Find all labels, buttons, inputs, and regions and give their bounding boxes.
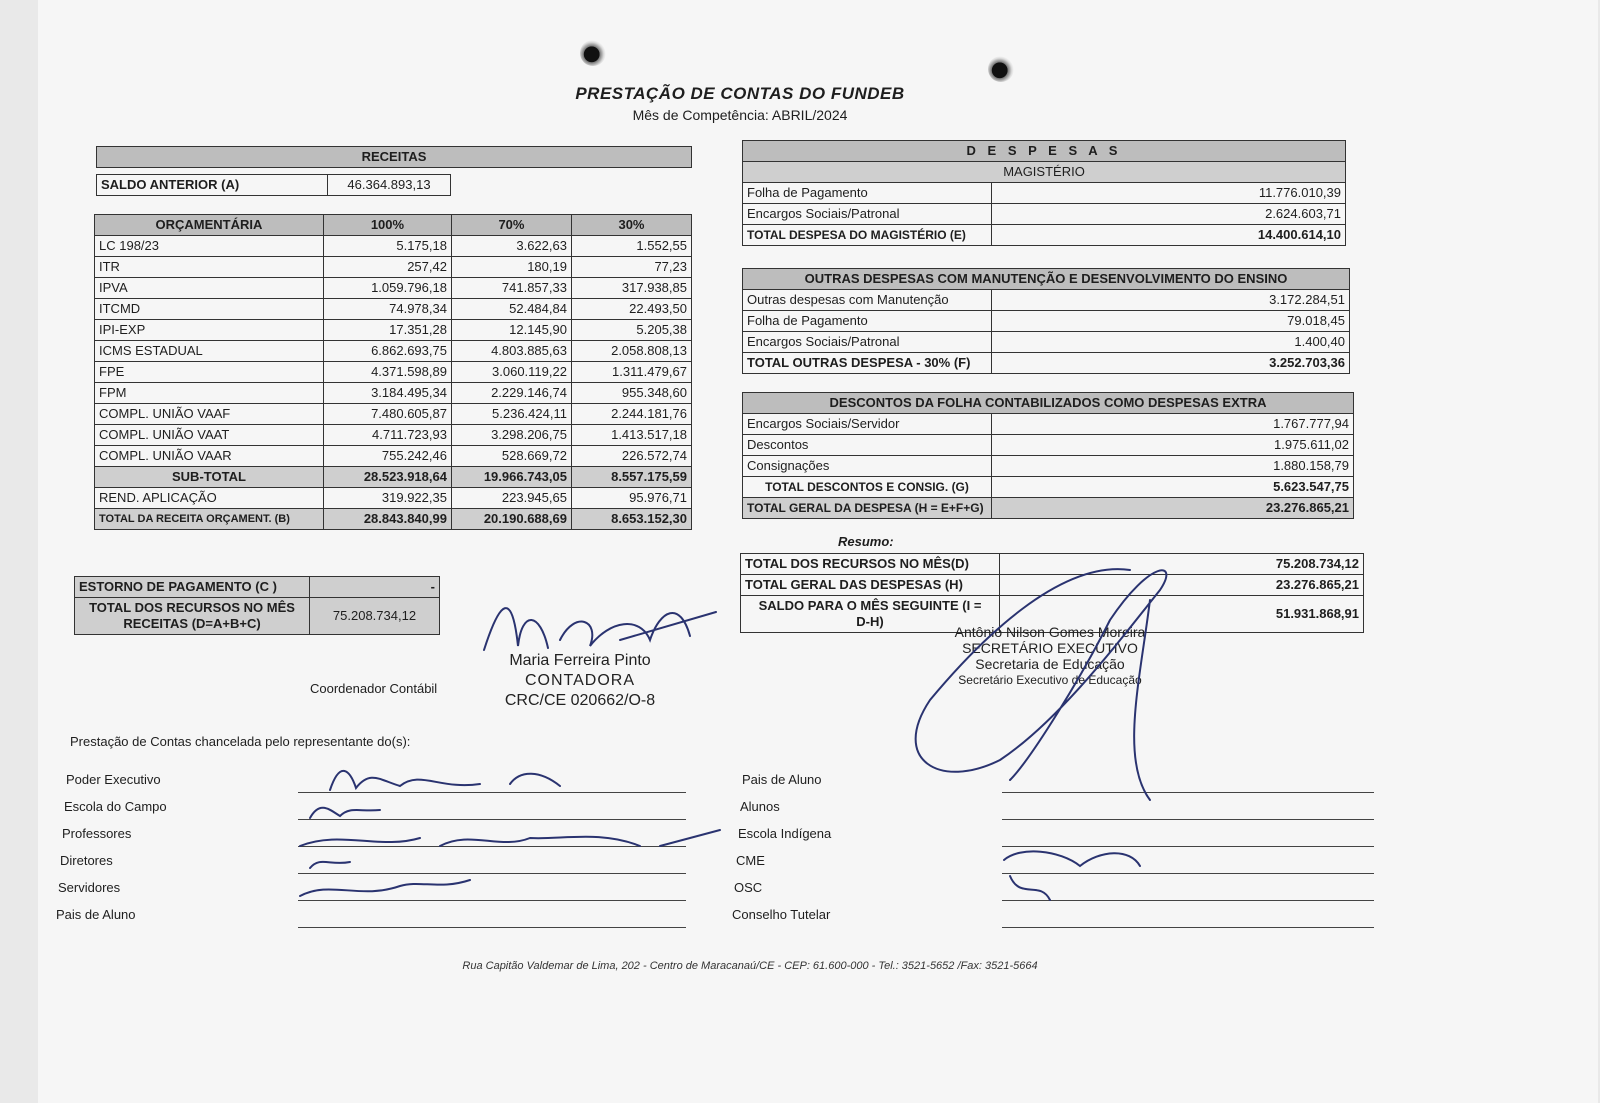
row-label: ITR	[95, 257, 324, 278]
row-value: 1.975.611,02	[992, 435, 1354, 456]
row-label: TOTAL GERAL DAS DESPESAS (H)	[741, 575, 1000, 596]
receitas-header-table	[96, 146, 692, 168]
row-label: Encargos Sociais/Patronal	[743, 332, 992, 353]
table-row	[95, 299, 692, 320]
estorno-value: -	[310, 577, 440, 598]
signature-line	[1002, 873, 1374, 874]
row-label: LC 198/23	[95, 236, 324, 257]
row-label: Encargos Sociais/Patronal	[743, 204, 992, 225]
magisterio-title: MAGISTÉRIO	[743, 162, 1346, 183]
footer-address: Rua Capitão Valdemar de Lima, 202 - Centro de Maracanaú/CE - CEP: 61.600-000 - Tel.: 3521-5652 /Fax: 3521-5664	[462, 960, 1038, 972]
row-label: COMPL. UNIÃO VAAF	[95, 404, 324, 425]
document-title: PRESTAÇÃO DE CONTAS DO FUNDEB	[575, 84, 905, 103]
chancela-item: CME	[736, 853, 765, 868]
chancela-item: OSC	[734, 880, 763, 895]
saldo-anterior-label: SALDO ANTERIOR (A)	[97, 175, 328, 196]
total-magisterio-label: TOTAL DESPESA DO MAGISTÉRIO (E)	[743, 225, 992, 246]
row-label: Consignações	[743, 456, 992, 477]
saldo-label-line: SALDO PARA O MÊS SEGUINTE (I =	[758, 598, 982, 613]
descontos-table	[742, 392, 1354, 519]
resumo-table	[740, 553, 1364, 633]
row-value: 2.624.603,71	[992, 204, 1346, 225]
signature-line	[298, 873, 686, 874]
saldo-anterior-table	[96, 174, 451, 196]
row-value: 2.058.808,13	[571, 341, 691, 362]
table-row	[95, 278, 692, 299]
signature-line	[1002, 819, 1374, 820]
row-value: 1.400,40	[992, 332, 1350, 353]
row-label: COMPL. UNIÃO VAAR	[95, 446, 324, 467]
column-header: 100%	[323, 215, 451, 236]
row-value: 52.484,84	[451, 299, 571, 320]
row-label: FPM	[95, 383, 324, 404]
subtotal-value: 28.523.918,64	[323, 467, 451, 488]
signature-line	[298, 846, 686, 847]
outras-despesas-title: OUTRAS DESPESAS COM MANUTENÇÃO E DESENVOLVIMENTO DO ENSINO	[743, 269, 1350, 290]
table-row	[743, 183, 1346, 204]
table-row	[743, 414, 1354, 435]
table-row	[743, 332, 1350, 353]
row-value: 3.172.284,51	[992, 290, 1350, 311]
subtotal-value: 8.557.175,59	[571, 467, 691, 488]
row-value: 75.208.734,12	[1000, 554, 1364, 575]
row-label: IPI-EXP	[95, 320, 324, 341]
secretario-role: SECRETÁRIO EXECUTIVO	[962, 640, 1138, 656]
row-label: COMPL. UNIÃO VAAT	[95, 425, 324, 446]
row-value: 5.205,38	[571, 320, 691, 341]
row-value: 1.311.479,67	[571, 362, 691, 383]
rend-value: 319.922,35	[323, 488, 451, 509]
row-value: 3.184.495,34	[323, 383, 451, 404]
resumo-title: Resumo:	[838, 534, 894, 549]
total-recursos-label-line: TOTAL DOS RECURSOS NO MÊS	[89, 600, 295, 615]
row-value: 22.493,50	[571, 299, 691, 320]
descontos-title: DESCONTOS DA FOLHA CONTABILIZADOS COMO DESPESAS EXTRA	[743, 393, 1354, 414]
table-row	[743, 204, 1346, 225]
document-subtitle: Mês de Competência: ABRIL/2024	[632, 107, 848, 123]
saldo-label-line: D-H)	[856, 614, 884, 629]
total-geral-despesa-label: TOTAL GERAL DA DESPESA (H = E+F+G)	[743, 498, 992, 519]
total-outras-label: TOTAL OUTRAS DESPESA - 30% (F)	[743, 353, 992, 374]
outras-despesas-table	[742, 268, 1350, 374]
table-row	[95, 446, 692, 467]
row-value: 17.351,28	[323, 320, 451, 341]
row-value: 5.175,18	[323, 236, 451, 257]
chancela-item: Servidores	[58, 880, 121, 895]
total-recursos-label-line: RECEITAS (D=A+B+C)	[123, 616, 261, 631]
column-header: 30%	[571, 215, 691, 236]
total-descontos-value: 5.623.547,75	[992, 477, 1354, 498]
row-label: IPVA	[95, 278, 324, 299]
punch-hole-icon	[580, 40, 606, 66]
row-label: TOTAL DOS RECURSOS NO MÊS(D)	[741, 554, 1000, 575]
row-value: 755.242,46	[323, 446, 451, 467]
table-row	[743, 311, 1350, 332]
column-header: 70%	[451, 215, 571, 236]
coordenador-label: Coordenador Contábil	[310, 681, 438, 696]
rend-value: 95.976,71	[571, 488, 691, 509]
chancela-item: Escola do Campo	[64, 799, 167, 814]
row-value: 74.978,34	[323, 299, 451, 320]
table-row	[95, 383, 692, 404]
subtotal-label: SUB-TOTAL	[95, 467, 324, 488]
punch-hole-icon	[988, 56, 1014, 82]
row-value: 3.622,63	[451, 236, 571, 257]
subtotal-value: 19.966.743,05	[451, 467, 571, 488]
contadora-crc: CRC/CE 020662/O-8	[504, 692, 656, 709]
secretario-stamp	[930, 624, 1170, 688]
chancela-item: Pais de Aluno	[56, 907, 136, 922]
table-row	[95, 425, 692, 446]
saldo-anterior-value: 46.364.893,13	[328, 175, 451, 196]
chancela-intro: Prestação de Contas chancelada pelo representante do(s):	[70, 734, 411, 749]
signature-line	[298, 900, 686, 901]
row-value: 180,19	[451, 257, 571, 278]
signature-line	[298, 792, 686, 793]
chancela-item: Alunos	[740, 799, 780, 814]
row-value: 257,42	[323, 257, 451, 278]
table-row	[741, 554, 1364, 575]
row-label: FPE	[95, 362, 324, 383]
secretario-org: Secretaria de Educação	[975, 656, 1125, 672]
total-receita-label: TOTAL DA RECEITA ORÇAMENT. (B)	[95, 509, 324, 530]
row-value: 2.244.181,76	[571, 404, 691, 425]
table-row	[95, 320, 692, 341]
row-value: 11.776.010,39	[992, 183, 1346, 204]
table-row	[743, 435, 1354, 456]
rend-label: REND. APLICAÇÃO	[95, 488, 324, 509]
chancela-item: Pais de Aluno	[742, 772, 822, 787]
chancela-item: Poder Executivo	[66, 772, 161, 787]
row-value: 77,23	[571, 257, 691, 278]
row-value: 4.371.598,89	[323, 362, 451, 383]
total-receita-value: 20.190.688,69	[451, 509, 571, 530]
row-value: 3.298.206,75	[451, 425, 571, 446]
total-receita-value: 8.653.152,30	[571, 509, 691, 530]
chancela-item: Conselho Tutelar	[732, 907, 831, 922]
row-value: 1.880.158,79	[992, 456, 1354, 477]
row-value: 528.669,72	[451, 446, 571, 467]
table-row	[95, 341, 692, 362]
estorno-label: ESTORNO DE PAGAMENTO (C )	[75, 577, 310, 598]
magisterio-table	[742, 140, 1346, 246]
row-value: 1.413.517,18	[571, 425, 691, 446]
row-value: 4.803.885,63	[451, 341, 571, 362]
table-row	[741, 575, 1364, 596]
row-label: ITCMD	[95, 299, 324, 320]
chancela-item: Diretores	[60, 853, 113, 868]
row-label: Folha de Pagamento	[743, 311, 992, 332]
contadora-stamp	[470, 652, 690, 709]
row-value: 23.276.865,21	[1000, 575, 1364, 596]
saldo-mes-seguinte-value: 51.931.868,91	[1000, 596, 1364, 633]
row-value: 317.938,85	[571, 278, 691, 299]
table-row	[95, 404, 692, 425]
row-value: 226.572,74	[571, 446, 691, 467]
signature-line	[1002, 927, 1374, 928]
row-value: 741.857,33	[451, 278, 571, 299]
contadora-name: Maria Ferreira Pinto	[509, 652, 651, 669]
total-outras-value: 3.252.703,36	[992, 353, 1350, 374]
secretario-caption: Secretário Executivo de Educação	[958, 673, 1142, 687]
secretario-name: Antônio Nilson Gomes Moreira	[954, 624, 1146, 640]
row-value: 2.229.146,74	[451, 383, 571, 404]
table-row	[743, 290, 1350, 311]
contadora-role: CONTADORA	[524, 672, 636, 689]
row-value: 12.145,90	[451, 320, 571, 341]
row-value: 79.018,45	[992, 311, 1350, 332]
row-value: 4.711.723,93	[323, 425, 451, 446]
signature-line	[298, 927, 686, 928]
row-value: 1.059.796,18	[323, 278, 451, 299]
signature-line	[1002, 792, 1374, 793]
signature-line	[298, 819, 686, 820]
receitas-table	[94, 214, 692, 530]
signature-line	[1002, 846, 1374, 847]
row-value: 6.862.693,75	[323, 341, 451, 362]
receitas-title: RECEITAS	[97, 147, 692, 168]
despesas-title: D E S P E S A S	[743, 141, 1346, 162]
row-value: 3.060.119,22	[451, 362, 571, 383]
table-row	[95, 362, 692, 383]
estorno-table	[74, 576, 440, 635]
total-geral-despesa-value: 23.276.865,21	[992, 498, 1354, 519]
row-label: Descontos	[743, 435, 992, 456]
total-recursos-receitas-label	[75, 598, 310, 635]
row-value: 1.767.777,94	[992, 414, 1354, 435]
total-recursos-receitas-value: 75.208.734,12	[310, 598, 440, 635]
chancela-item: Professores	[62, 826, 132, 841]
chancela-item: Escola Indígena	[738, 826, 832, 841]
row-label: Folha de Pagamento	[743, 183, 992, 204]
row-value: 955.348,60	[571, 383, 691, 404]
row-value: 5.236.424,11	[451, 404, 571, 425]
rend-value: 223.945,65	[451, 488, 571, 509]
row-label: Outras despesas com Manutenção	[743, 290, 992, 311]
table-row	[743, 456, 1354, 477]
total-receita-value: 28.843.840,99	[323, 509, 451, 530]
total-descontos-label: TOTAL DESCONTOS E CONSIG. (G)	[743, 477, 992, 498]
total-magisterio-value: 14.400.614,10	[992, 225, 1346, 246]
column-header: ORÇAMENTÁRIA	[95, 215, 324, 236]
table-row	[95, 257, 692, 278]
row-label: ICMS ESTADUAL	[95, 341, 324, 362]
table-row	[95, 236, 692, 257]
signature-line	[1002, 900, 1374, 901]
row-value: 1.552,55	[571, 236, 691, 257]
row-label: Encargos Sociais/Servidor	[743, 414, 992, 435]
row-value: 7.480.605,87	[323, 404, 451, 425]
